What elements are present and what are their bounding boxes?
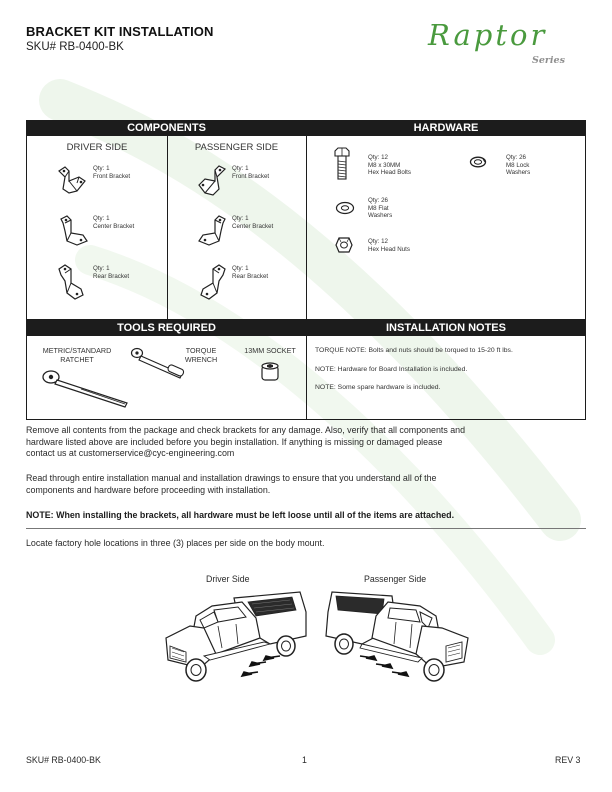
qty: Qty: 1 xyxy=(232,165,249,172)
paragraph-line: Read through entire installation manual and installation drawings to ensure that you understand all of the xyxy=(26,473,437,483)
qty: Qty: 26 xyxy=(506,154,526,161)
item-name: Center Bracket xyxy=(93,222,135,230)
divider xyxy=(306,336,307,420)
paragraph-line: Remove all contents from the package and check brackets for any damage. Also, verify that all components and xyxy=(26,425,466,435)
tool-label: TORQUE xyxy=(185,346,217,355)
front-bracket-icon xyxy=(193,163,229,199)
read-manual-paragraph xyxy=(26,473,586,496)
socket-icon xyxy=(259,361,281,383)
logo-text: Raptor xyxy=(428,18,548,52)
tool-label: WRENCH xyxy=(184,355,218,364)
item-name: Washers xyxy=(368,212,393,219)
qty: Qty: 1 xyxy=(93,215,110,222)
qty: Qty: 1 xyxy=(93,265,110,272)
rear-bracket-icon xyxy=(55,263,91,301)
flat-washer-icon xyxy=(335,201,355,215)
logo-subtext: Series xyxy=(532,55,565,66)
paragraph-line: hardware listed above are included before you begin installation. If anything is missing or damaged please xyxy=(26,436,443,447)
tool-label: RATCHET xyxy=(60,355,94,364)
locate-holes-instruction: Locate factory hole locations in three (3) places per side on the body mount. xyxy=(26,538,325,548)
installation-notes-heading: INSTALLATION NOTES xyxy=(306,321,586,336)
item-name: Front Bracket xyxy=(232,172,270,180)
qty: Qty: 1 xyxy=(232,215,249,222)
passenger-side-label: PASSENGER SIDE xyxy=(194,142,279,153)
passenger-side-diagram-label: Passenger Side xyxy=(364,574,427,584)
components-heading: COMPONENTS xyxy=(27,121,306,136)
center-bracket-icon xyxy=(193,213,229,249)
item-name: Rear Bracket xyxy=(93,272,130,280)
page-title: BRACKET KIT INSTALLATION xyxy=(26,24,214,39)
item-name: Hex Head Bolts xyxy=(368,169,411,176)
tool-label: METRIC/STANDARD xyxy=(42,346,112,355)
tools-heading: TOOLS REQUIRED xyxy=(27,321,306,336)
qty: Qty: 1 xyxy=(232,265,249,272)
raptor-series-logo xyxy=(428,18,588,74)
center-bracket-icon xyxy=(57,213,91,249)
qty: Qty: 12 xyxy=(368,154,388,161)
item-name: Washers xyxy=(506,169,531,176)
section-rule xyxy=(26,528,586,529)
driver-side-label: DRIVER SIDE xyxy=(66,142,128,153)
item-spec: M8 x 30MM xyxy=(368,161,401,169)
spare-hardware-note: NOTE: Some spare hardware is included. xyxy=(315,384,441,391)
item-name: Front Bracket xyxy=(93,172,131,180)
divider xyxy=(306,136,307,320)
rear-bracket-icon xyxy=(191,263,229,301)
item-name: Center Bracket xyxy=(232,222,274,230)
item-name: Hex Head Nuts xyxy=(368,245,410,253)
item-name: Rear Bracket xyxy=(232,272,269,280)
qty: Qty: 12 xyxy=(368,238,388,245)
driver-side-diagram-label: Driver Side xyxy=(206,574,250,584)
sku-number: SKU# RB-0400-BK xyxy=(26,41,124,53)
front-bracket-icon xyxy=(55,163,91,197)
driver-side-truck-diagram xyxy=(160,586,310,686)
item-spec: M8 Flat xyxy=(368,204,389,212)
inspection-paragraph xyxy=(26,425,586,460)
qty: Qty: 26 xyxy=(368,197,388,204)
page-number: 1 xyxy=(302,755,307,765)
ratchet-icon xyxy=(41,367,133,409)
lock-washer-icon xyxy=(469,156,487,168)
revision: REV 3 xyxy=(555,755,581,765)
hardware-note: NOTE: Hardware for Board Installation is included. xyxy=(315,366,468,373)
torque-note: TORQUE NOTE: Bolts and nuts should be torqued to 15-20 ft lbs. xyxy=(315,347,513,354)
paragraph-line: contact us at customerservice@cyc-engineering.com xyxy=(26,448,235,459)
item-spec: M8 Lock xyxy=(506,161,530,169)
tools-notes-table xyxy=(26,320,586,420)
loose-hardware-note: NOTE: When installing the brackets, all hardware must be left loose until all of the items are attached. xyxy=(26,510,455,520)
paragraph-line: components and hardware before proceeding with installation. xyxy=(26,484,271,495)
footer-sku: SKU# RB-0400-BK xyxy=(26,755,101,765)
tool-label: 13MM SOCKET xyxy=(244,346,296,355)
divider xyxy=(167,136,168,320)
components-hardware-table xyxy=(26,120,586,320)
passenger-side-truck-diagram xyxy=(322,586,472,686)
hardware-heading: HARDWARE xyxy=(306,121,586,136)
qty: Qty: 1 xyxy=(93,165,110,172)
hex-bolt-icon xyxy=(333,147,351,181)
hex-nut-icon xyxy=(335,237,353,253)
